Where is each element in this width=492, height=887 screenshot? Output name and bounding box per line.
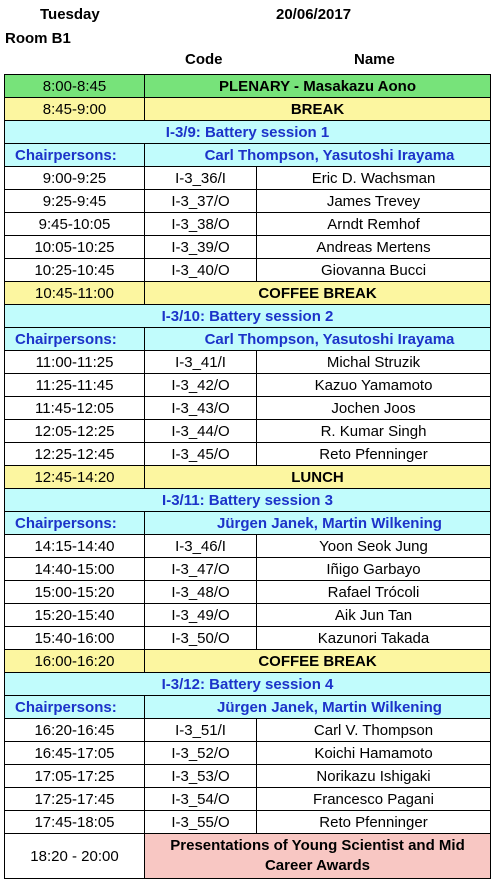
break-row (5, 282, 491, 305)
speaker-name-cell: Carl V. Thompson (257, 719, 491, 742)
chairpersons-row (5, 512, 491, 535)
awards-row (5, 834, 491, 879)
talk-row (5, 167, 491, 190)
speaker-name-cell: Koichi Hamamoto (257, 742, 491, 765)
talk-row (5, 213, 491, 236)
session-title: I-3/9: Battery session 1 (5, 121, 491, 144)
time-cell: 16:00-16:20 (5, 650, 145, 673)
talk-row (5, 811, 491, 834)
talk-row (5, 627, 491, 650)
event-cell: BREAK (145, 98, 491, 121)
time-cell: 8:45-9:00 (5, 98, 145, 121)
session-title: I-3/10: Battery session 2 (5, 305, 491, 328)
speaker-name-cell: Rafael Trócoli (257, 581, 491, 604)
code-cell: I-3_43/O (145, 397, 257, 420)
chairpersons-row (5, 696, 491, 719)
code-cell: I-3_39/O (145, 236, 257, 259)
code-cell: I-3_36/I (145, 167, 257, 190)
talk-row (5, 420, 491, 443)
time-cell: 11:25-11:45 (5, 374, 145, 397)
code-cell: I-3_40/O (145, 259, 257, 282)
time-cell: 9:45-10:05 (5, 213, 145, 236)
talk-row (5, 581, 491, 604)
talk-row (5, 604, 491, 627)
session-title-row (5, 489, 491, 512)
talk-row (5, 374, 491, 397)
chairpersons-names: Jürgen Janek, Martin Wilkening (145, 696, 491, 719)
speaker-name-cell: Norikazu Ishigaki (257, 765, 491, 788)
time-cell: 12:25-12:45 (5, 443, 145, 466)
code-column-header: Code (185, 51, 223, 68)
session-title-row (5, 305, 491, 328)
talk-row (5, 788, 491, 811)
code-cell: I-3_55/O (145, 811, 257, 834)
chairpersons-names: Carl Thompson, Yasutoshi Irayama (145, 144, 491, 167)
code-cell: I-3_54/O (145, 788, 257, 811)
schedule-table (4, 74, 491, 879)
talk-row (5, 443, 491, 466)
event-cell: COFFEE BREAK (145, 282, 491, 305)
talk-row (5, 259, 491, 282)
code-cell: I-3_44/O (145, 420, 257, 443)
break-row (5, 650, 491, 673)
break-row (5, 98, 491, 121)
code-cell: I-3_53/O (145, 765, 257, 788)
code-cell: I-3_48/O (145, 581, 257, 604)
speaker-name-cell: Giovanna Bucci (257, 259, 491, 282)
code-cell: I-3_49/O (145, 604, 257, 627)
time-cell: 11:00-11:25 (5, 351, 145, 374)
time-cell: 15:40-16:00 (5, 627, 145, 650)
speaker-name-cell: Iñigo Garbayo (257, 558, 491, 581)
code-cell: I-3_37/O (145, 190, 257, 213)
time-cell: 17:05-17:25 (5, 765, 145, 788)
event-cell: PLENARY - Masakazu Aono (145, 75, 491, 98)
time-cell: 10:05-10:25 (5, 236, 145, 259)
chairpersons-row (5, 328, 491, 351)
chairpersons-label: Chairpersons: (5, 512, 145, 535)
talk-row (5, 190, 491, 213)
plenary-row (5, 75, 491, 98)
room-label: Room B1 (5, 30, 71, 47)
talk-row (5, 765, 491, 788)
speaker-name-cell: Reto Pfenninger (257, 811, 491, 834)
speaker-name-cell: Jochen Joos (257, 397, 491, 420)
code-cell: I-3_38/O (145, 213, 257, 236)
session-title: I-3/12: Battery session 4 (5, 673, 491, 696)
code-cell: I-3_45/O (145, 443, 257, 466)
talk-row (5, 351, 491, 374)
speaker-name-cell: Kazunori Takada (257, 627, 491, 650)
speaker-name-cell: James Trevey (257, 190, 491, 213)
chairpersons-label: Chairpersons: (5, 144, 145, 167)
session-title: I-3/11: Battery session 3 (5, 489, 491, 512)
time-cell: 11:45-12:05 (5, 397, 145, 420)
day-label: Tuesday (40, 6, 100, 23)
time-cell: 12:05-12:25 (5, 420, 145, 443)
time-cell: 17:25-17:45 (5, 788, 145, 811)
chairpersons-names: Jürgen Janek, Martin Wilkening (145, 512, 491, 535)
speaker-name-cell: Arndt Remhof (257, 213, 491, 236)
time-cell: 10:45-11:00 (5, 282, 145, 305)
code-cell: I-3_42/O (145, 374, 257, 397)
talk-row (5, 397, 491, 420)
event-cell: LUNCH (145, 466, 491, 489)
chairpersons-names: Carl Thompson, Yasutoshi Irayama (145, 328, 491, 351)
time-cell: 16:20-16:45 (5, 719, 145, 742)
speaker-name-cell: Reto Pfenninger (257, 443, 491, 466)
code-cell: I-3_41/I (145, 351, 257, 374)
name-column-header: Name (354, 51, 395, 68)
session-title-row (5, 673, 491, 696)
chairpersons-row (5, 144, 491, 167)
break-row (5, 466, 491, 489)
time-cell: 18:20 - 20:00 (5, 834, 145, 879)
speaker-name-cell: Yoon Seok Jung (257, 535, 491, 558)
event-cell: COFFEE BREAK (145, 650, 491, 673)
speaker-name-cell: Michal Struzik (257, 351, 491, 374)
time-cell: 17:45-18:05 (5, 811, 145, 834)
session-title-row (5, 121, 491, 144)
talk-row (5, 719, 491, 742)
time-cell: 15:00-15:20 (5, 581, 145, 604)
code-cell: I-3_47/O (145, 558, 257, 581)
time-cell: 14:40-15:00 (5, 558, 145, 581)
awards-cell: Presentations of Young Scientist and Mid Career Awards (145, 834, 491, 879)
time-cell: 15:20-15:40 (5, 604, 145, 627)
time-cell: 8:00-8:45 (5, 75, 145, 98)
talk-row (5, 558, 491, 581)
speaker-name-cell: R. Kumar Singh (257, 420, 491, 443)
talk-row (5, 236, 491, 259)
speaker-name-cell: Kazuo Yamamoto (257, 374, 491, 397)
time-cell: 9:25-9:45 (5, 190, 145, 213)
date-label: 20/06/2017 (276, 6, 352, 23)
talk-row (5, 742, 491, 765)
time-cell: 14:15-14:40 (5, 535, 145, 558)
time-cell: 9:00-9:25 (5, 167, 145, 190)
code-cell: I-3_46/I (145, 535, 257, 558)
code-cell: I-3_50/O (145, 627, 257, 650)
talk-row (5, 535, 491, 558)
code-cell: I-3_51/I (145, 719, 257, 742)
time-cell: 10:25-10:45 (5, 259, 145, 282)
chairpersons-label: Chairpersons: (5, 696, 145, 719)
speaker-name-cell: Andreas Mertens (257, 236, 491, 259)
speaker-name-cell: Francesco Pagani (257, 788, 491, 811)
chairpersons-label: Chairpersons: (5, 328, 145, 351)
speaker-name-cell: Eric D. Wachsman (257, 167, 491, 190)
time-cell: 12:45-14:20 (5, 466, 145, 489)
time-cell: 16:45-17:05 (5, 742, 145, 765)
code-cell: I-3_52/O (145, 742, 257, 765)
speaker-name-cell: Aik Jun Tan (257, 604, 491, 627)
